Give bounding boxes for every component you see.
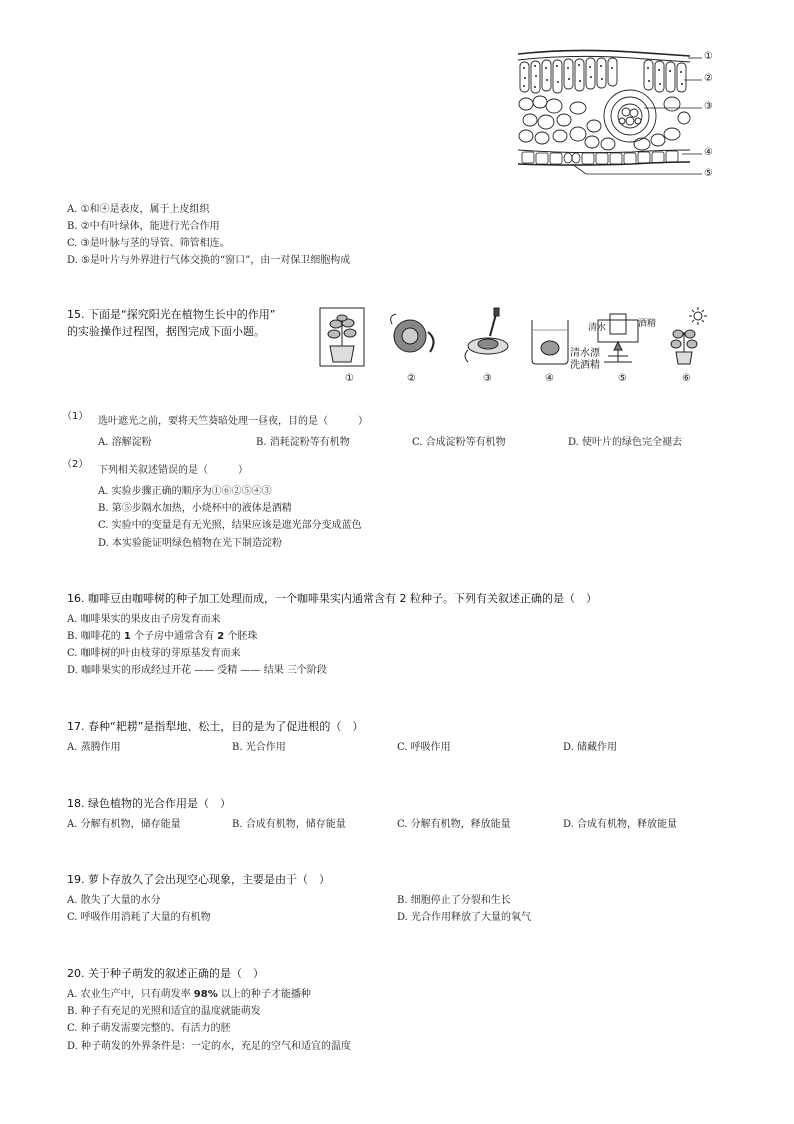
q19-option-c[interactable]: C. 呼吸作用消耗了大量的有机物 (67, 912, 211, 923)
leaf-label-2: ② (704, 73, 713, 84)
q14-option-b[interactable]: B. ②中有叶绿体，能进行光合作用 (67, 221, 220, 232)
q15-step-label-4: ④ (545, 373, 554, 384)
q20-option-a[interactable] (67, 989, 311, 1001)
q15-sub1-stem: 选叶遮光之前，要将天竺葵暗处理一昼夜，目的是（ ） (98, 416, 368, 427)
q19-stem: 19. 萝卜存放久了会出现空心现象，主要是由于（ ） (67, 873, 330, 886)
q14-option-c[interactable]: C. ③是叶脉与茎的导管、筛管相连。 (67, 238, 230, 249)
q15-sub2-option-a[interactable]: A. 实验步骤正确的顺序为①⑥②⑤④③ (98, 486, 272, 497)
q14-option-d[interactable]: D. ⑤是叶片与外界进行气体交换的“窗口”，由一对保卫细胞构成 (67, 255, 351, 266)
q20-option-a-prefix: A. 农业生产中，只有萌发率 (67, 989, 191, 1000)
q15-sub1-option-b[interactable]: B. 消耗淀粉等有机物 (256, 437, 350, 448)
q15-sub2-option-c[interactable]: C. 实验中的变量是有无光照，结果应该是遮光部分变成蓝色 (98, 520, 362, 531)
q16-stem: 16. 咖啡豆由咖啡树的种子加工处理而成，一个咖啡果实内通常含有 2 粒种子。下列有关叙述正确的是（ ） (67, 592, 597, 605)
q15-figure-rinse-label-1: 清水漂 (570, 348, 600, 359)
q20-option-c[interactable]: C. 种子萌发需要完整的、有活力的胚 (67, 1023, 231, 1034)
q18-option-b[interactable]: B. 合成有机物，储存能量 (232, 819, 346, 830)
q15-step-label-1: ① (345, 373, 354, 384)
q15-stem-line1: 15. 下面是“探究阳光在植物生长中的作用” (67, 308, 276, 321)
leaf-label-4: ④ (704, 147, 713, 158)
q16-option-b-middle: 个子房中通常含有 (134, 631, 215, 642)
leaf-label-5: ⑤ (704, 168, 713, 179)
q17-option-b[interactable]: B. 光合作用 (232, 742, 286, 753)
q15-sub1-option-a[interactable]: A. 溶解淀粉 (98, 437, 152, 448)
q15-sub1-number: （1） (62, 411, 89, 422)
q15-sub2-number: （2） (62, 459, 89, 470)
leaf-label-3: ③ (704, 101, 713, 112)
q15-sub2-option-b[interactable]: B. 第⑤步隔水加热，小烧杯中的液体是酒精 (98, 503, 292, 514)
q15-step-label-2: ② (407, 373, 416, 384)
q18-option-c[interactable]: C. 分解有机物，释放能量 (397, 819, 511, 830)
q16-option-b[interactable] (67, 631, 257, 643)
leaf-label-1: ① (704, 51, 713, 62)
q17-option-c[interactable]: C. 呼吸作用 (397, 742, 451, 753)
q17-stem: 17. 春种“耙耢”是指犁地、松土，目的是为了促进根的（ ） (67, 720, 364, 733)
q20-option-b[interactable]: B. 种子有充足的光照和适宜的温度就能萌发 (67, 1006, 261, 1017)
q18-option-d[interactable]: D. 合成有机物，释放能量 (563, 819, 678, 830)
leaf-cross-section-drawing (512, 46, 722, 186)
q19-option-d[interactable]: D. 光合作用释放了大量的氧气 (397, 912, 532, 923)
q16-option-b-number-1: 1 (123, 631, 131, 642)
q15-experiment-drawing (318, 306, 718, 388)
q15-figure-alcohol-label: 酒精 (638, 319, 657, 329)
q16-option-d[interactable]: D. 咖啡果实的形成经过开花 —— 受精 —— 结果 三个阶段 (67, 665, 327, 676)
q20-option-a-suffix: 以上的种子才能播种 (220, 989, 311, 1000)
q17-option-a[interactable]: A. 蒸腾作用 (67, 742, 121, 753)
q15-stem-line2: 的实验操作过程图，据图完成下面小题。 (67, 325, 265, 338)
q19-option-a[interactable]: A. 散失了大量的水分 (67, 895, 161, 906)
q15-sub2-stem: 下列相关叙述错误的是（ ） (98, 465, 248, 476)
q15-figure-water-label: 清水 (588, 323, 607, 333)
q17-option-d[interactable]: D. 储藏作用 (563, 742, 618, 753)
q18-option-a[interactable]: A. 分解有机物，储存能量 (67, 819, 181, 830)
q20-option-a-percent: 98% (193, 989, 218, 1000)
q15-experiment-figure (318, 306, 718, 388)
q15-sub2-option-d[interactable]: D. 本实验能证明绿色植物在光下制造淀粉 (98, 538, 283, 549)
q15-step-label-5: ⑤ (618, 373, 627, 384)
q15-step-label-3: ③ (483, 373, 492, 384)
q16-option-b-prefix: B. 咖啡花的 (67, 631, 121, 642)
q15-sub1-option-c[interactable]: C. 合成淀粉等有机物 (412, 437, 506, 448)
q19-option-b[interactable]: B. 细胞停止了分裂和生长 (397, 895, 511, 906)
q16-option-c[interactable]: C. 咖啡树的叶由枝芽的芽原基发育而来 (67, 648, 241, 659)
q16-option-a[interactable]: A. 咖啡果实的果皮由子房发育而来 (67, 614, 221, 625)
q16-option-b-number-2: 2 (217, 631, 225, 642)
q15-step-label-6: ⑥ (682, 373, 691, 384)
q20-stem: 20. 关于种子萌发的叙述正确的是（ ） (67, 967, 264, 980)
q20-option-d[interactable]: D. 种子萌发的外界条件是：一定的水，充足的空气和适宜的温度 (67, 1041, 352, 1052)
q15-figure-rinse-label-2: 洗酒精 (570, 360, 600, 371)
q18-stem: 18. 绿色植物的光合作用是（ ） (67, 797, 231, 810)
q14-option-a[interactable]: A. ①和④是表皮，属于上皮组织 (67, 204, 210, 215)
q16-option-b-suffix: 个胚珠 (227, 631, 258, 642)
leaf-cross-section-figure (512, 46, 722, 186)
q15-sub1-option-d[interactable]: D. 使叶片的绿色完全褪去 (568, 437, 683, 448)
